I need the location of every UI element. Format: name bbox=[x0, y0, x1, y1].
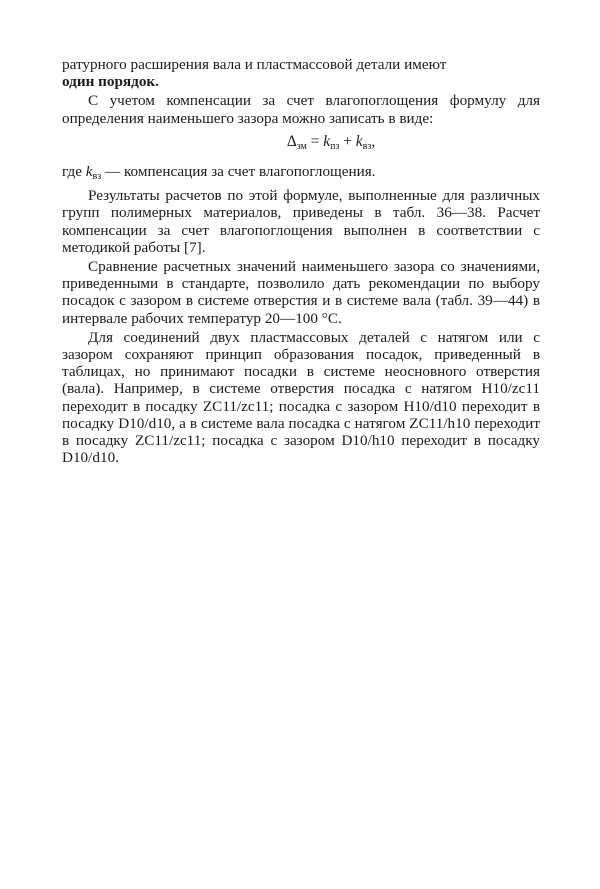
formula-k1-symbol: k bbox=[323, 132, 331, 150]
explanation-rest: — компенсация за счет влагопоглощения. bbox=[101, 163, 376, 181]
formula-k2-subscript: вз bbox=[362, 140, 372, 152]
formula-plus: + bbox=[339, 132, 356, 150]
formula bbox=[62, 133, 540, 155]
formula-comma: , bbox=[371, 132, 376, 150]
formula-k1-subscript: пз bbox=[330, 140, 340, 152]
explanation-k-symbol: k bbox=[85, 163, 93, 181]
paragraph-plastic-joints: Для соединений двух пластмассовых деталей с натягом или с зазором сохраняют принцип образования посадок, приведенный в таблицах, но принимают посадки в системе неосновного отверстия (вала). Например, в системе отверстия посадка с натягом H10/zc11 переходит в посадку ZC11/zc11; посадка с зазором H10/d10 переходит в посадку D10/d10, а в системе вала посадка с натягом ZC11/h10 переходит в посадку ZC11/zc11; посадка с зазором D10/h10 переходит в посадку D10/d10. bbox=[62, 328, 540, 467]
formula-lhs-subscript: зм bbox=[296, 140, 307, 152]
formula-lhs-symbol: Δ bbox=[286, 132, 297, 150]
paragraph-continued-line2: один порядок. bbox=[62, 73, 159, 91]
formula-equals: = bbox=[306, 132, 324, 150]
paragraph-continued-line1: ратурного расширения вала и пластмассовой детали имеют bbox=[62, 56, 447, 73]
paragraph-results: Результаты расчетов по этой формуле, выполненные для различных групп полимерных материалов, приведены в табл. 36—38. Расчет компенсации за счет влагопоглощения выполнен в соответствии с методикой работы [7]. bbox=[62, 187, 540, 256]
paragraph-continued bbox=[62, 56, 540, 90]
formula-k2-symbol: k bbox=[355, 132, 363, 150]
paragraph-formula-intro: С учетом компенсации за счет влагопоглощения формулу для определения наименьшего зазора можно записать в виде: bbox=[62, 92, 540, 127]
explanation-lead: где bbox=[62, 163, 86, 181]
document-page bbox=[62, 56, 540, 466]
paragraph-formula-explanation bbox=[62, 163, 540, 185]
paragraph-comparison: Сравнение расчетных значений наименьшего зазора со значениями, приведенными в стандарте, позволило дать рекомендации по выбору посадок с зазором в системе отверстия и в системе вала (табл. 39—44) в интервале рабочих температур 20—100 °С. bbox=[62, 258, 540, 327]
explanation-k-subscript: вз bbox=[92, 171, 102, 183]
